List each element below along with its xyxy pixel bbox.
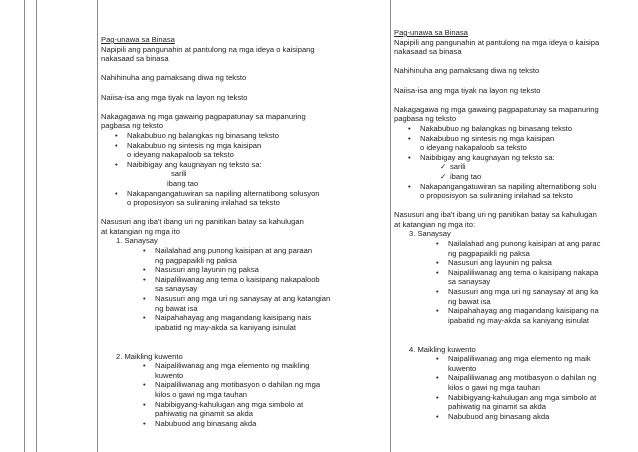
- left-s2-item-2-cont: kilos o gawi ng mga tauhan: [155, 389, 248, 399]
- right-bullet-2: • Nakabubuo ng sintesis ng mga kaisipan: [408, 133, 555, 143]
- right-p4b: pagbasa ng teksto: [394, 114, 457, 124]
- left-bullet-4-cont: o proposisyon sa suliraning inilahad sa teksto: [127, 198, 280, 208]
- left-s1-item-3-cont: sa sanaysay: [155, 284, 198, 294]
- left-p5a: Nasusuri ang iba't ibang uri ng panitikan batay sa kahulugan: [101, 217, 304, 227]
- right-s3-item-5-cont: ipabatid ng may-akda sa kaniyang isinulat: [448, 315, 589, 325]
- right-bullet-4-cont: o proposisyon sa suliraning inilahad sa teksto: [420, 191, 573, 201]
- left-s2-item-1-cont: kuwento: [155, 370, 184, 380]
- left-s1-item-1: • Nailalahad ang punong kaisipan at ang paraan: [143, 246, 313, 256]
- right-bullet-3: • Naibibigay ang kaugnayan ng teksto sa:: [408, 152, 555, 162]
- right-p5a: Nasusuri ang iba't ibang uri ng panitikan batay sa kahulugan: [394, 210, 597, 220]
- left-bullet-2: • Nakabubuo ng sintesis ng mga kaisipan: [115, 140, 262, 150]
- left-p2: Nahihinuha ang pamaksang diwa ng teksto: [101, 73, 247, 83]
- left-s2-item-1: • Naipaliliwanag ang mga elemento ng maikling: [143, 361, 310, 371]
- left-p3: Naiisa-isa ang mga tiyak na layon ng teksto: [101, 92, 248, 102]
- right-p1a: Napipili ang pangunahin at pantulong na mga ideya o kaisipa: [394, 37, 600, 47]
- left-column: [101, 35, 389, 428]
- right-s4-item-1-cont: kuwento: [448, 363, 477, 373]
- right-s3-item-5: • Naipahahayag ang magandang kaisipang na: [436, 306, 599, 316]
- right-s4-item-4: • Nabubuod ang binasang akda: [436, 411, 550, 421]
- left-s1-item-1-cont: ng pagpapaikli ng paksa: [155, 255, 237, 265]
- right-s3-item-4-cont: ng bawat isa: [448, 296, 491, 306]
- right-s3-item-1-cont: ng pagpapaikli ng paksa: [448, 248, 530, 258]
- right-p1b: nakasaad sa binasa: [394, 47, 462, 57]
- left-bullet-2-cont: o ideyang nakapaloob sa teksto: [127, 150, 234, 160]
- right-bullet-1: • Nakabubuo ng balangkas ng binasang teksto: [408, 123, 572, 133]
- left-s1-item-2: • Nasusuri ang layunin ng paksa: [143, 265, 259, 275]
- checkmark-icon: ✓: [440, 162, 447, 172]
- right-s3-item-1: • Nailalahad ang punong kaisipan at ang parac: [436, 239, 601, 249]
- right-bullet-2-cont: o ideyang nakapaloob sa teksto: [420, 143, 527, 153]
- right-s4-item-1: • Naipaliliwanag ang mga elemento ng maik: [436, 354, 591, 364]
- left-bullet-3: • Naibibigay ang kaugnayan ng teksto sa:: [115, 159, 262, 169]
- right-p5b: at katangian ng mga ito:: [394, 219, 476, 229]
- right-s3-item-4: • Nasusuri ang mga uri ng sanaysay at ang ka: [436, 287, 599, 297]
- right-section-title: Pag-unawa sa Binasa: [394, 28, 468, 37]
- left-p1a: Napipili ang pangunahin at pantulong na mga ideya o kaisipang: [101, 44, 315, 54]
- left-bullet-3-sub-2: ibang tao: [167, 178, 199, 188]
- right-s3-item-3: • Naipaliliwanag ang tema o kaisipang nakapa: [436, 267, 599, 277]
- right-p3: Naiisa-isa ang mga tiyak na layon ng teksto: [394, 85, 541, 95]
- right-bullet-4: • Nakapangangatuwiran sa napiling alternatibong solu: [408, 181, 597, 191]
- left-p1b: nakasaad sa binasa: [101, 54, 169, 64]
- left-s1-item-3: • Naipaliliwanag ang tema o kaisipang nakapaloob: [143, 274, 320, 284]
- right-list-item-3: 3. Sanaysay: [409, 229, 451, 239]
- right-s3-item-3-cont: sa sanaysay: [448, 277, 491, 287]
- left-bullet-4: • Nakapangangatuwiran sa napiling alternatibong solusyon: [115, 188, 320, 198]
- left-bullet-3-sub-1: sarili: [171, 169, 187, 179]
- right-bullet-3-sub-1: ✓ sarili: [440, 162, 466, 172]
- right-s4-item-2: • Naipaliliwanag ang motibasyon o dahilan ng: [436, 373, 597, 383]
- right-column: [394, 28, 638, 421]
- checkmark-icon: ✓: [440, 171, 447, 181]
- left-s1-item-4: • Nasusuri ang mga uri ng sanaysay at ang katangian: [143, 294, 331, 304]
- left-section-title: Pag-unawa sa Binasa: [101, 35, 175, 44]
- right-p4a: Nakagagawa ng mga gawaing pagpapatunay sa mapanuring: [394, 104, 599, 114]
- left-s2-item-4: • Nabubuod ang binasang akda: [143, 418, 257, 428]
- right-s4-item-2-cont: kilos o gawi ng mga tauhan: [448, 382, 541, 392]
- left-list-item-1: 1. Sanaysay: [116, 236, 158, 246]
- left-p5b: at katangian ng mga ito: [101, 226, 180, 236]
- right-s4-item-3-cont: pahiwatig na ginamit sa akda: [448, 402, 546, 412]
- left-p4a: Nakagagawa ng mga gawaing pagpapatunay sa mapanuring: [101, 111, 306, 121]
- table-border-mid: [390, 0, 391, 452]
- left-s1-item-5-cont: ipabatid ng may-akda sa kaniyang isinulat: [155, 322, 296, 332]
- right-bullet-3-sub-2: ✓ ibang tao: [440, 171, 482, 181]
- left-s2-item-3-cont: pahiwatig na ginamit sa akda: [155, 409, 253, 419]
- table-border-left-2: [36, 0, 37, 452]
- right-list-item-4: 4. Maikling kuwento: [409, 344, 476, 354]
- left-s1-item-4-cont: ng bawat isa: [155, 303, 198, 313]
- right-s4-item-3: • Nabibigyang-kahulugan ang mga simbolo at: [436, 392, 597, 402]
- table-border-left-3: [97, 0, 98, 452]
- left-p4b: pagbasa ng teksto: [101, 121, 164, 131]
- left-s2-item-3: • Nabibigyang-kahulugan ang mga simbolo at: [143, 399, 304, 409]
- left-s1-item-5: • Naipahahayag ang magandang kaisipang nais: [143, 313, 312, 323]
- table-border-left-1: [24, 0, 25, 452]
- left-s2-item-2: • Naipaliliwanag ang motibasyon o dahilan ng mga: [143, 380, 321, 390]
- right-p2: Nahihinuha ang pamaksang diwa ng teksto: [394, 66, 540, 76]
- right-s3-item-2: • Nasusuri ang layunin ng paksa: [436, 258, 552, 268]
- left-bullet-1: • Nakabubuo ng balangkas ng binasang teksto: [115, 130, 279, 140]
- left-list-item-2: 2. Maikling kuwento: [116, 351, 183, 361]
